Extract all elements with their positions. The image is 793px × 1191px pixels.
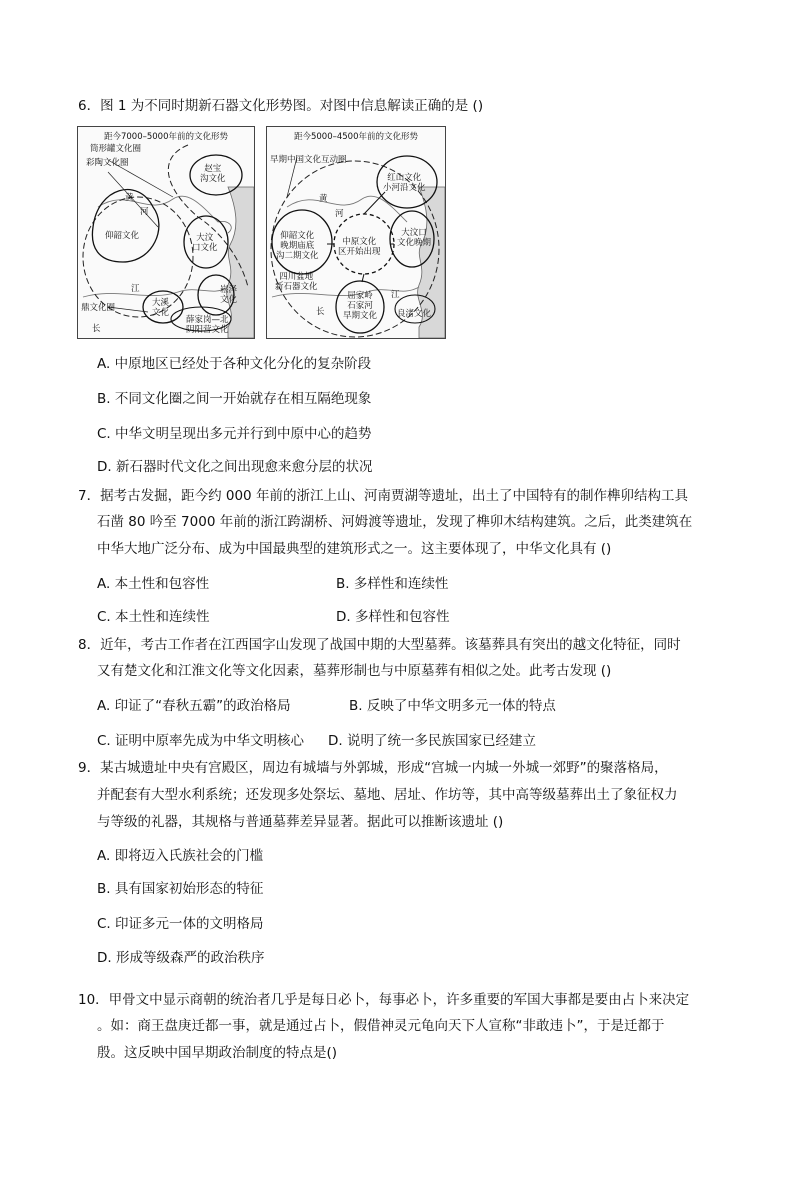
q9-option-b: B. 具有国家初始形态的特征 — [97, 881, 264, 897]
q8-stem-line1: 8．近年，考古工作者在江西国字山发现了战国中期的大型墓葬。该墓葬具有突出的越文化特征，同时 — [78, 637, 681, 653]
q6-option-b: B. 不同文化圈之间一开始就存在相互隔绝现象 — [97, 391, 372, 407]
map-left — [77, 126, 255, 339]
label-yangshao-late: 仰韶文化 晚期庙底 沟二期文化 — [276, 231, 319, 261]
label-he: 河 — [140, 207, 149, 217]
label-xuejia: 薛家岗—北 阴阳营文化 — [186, 315, 229, 335]
label-daxi: 大溪 文化 — [152, 298, 170, 318]
q7-option-b: B. 多样性和连续性 — [336, 576, 449, 592]
q7-option-a: A. 本土性和包容性 — [97, 576, 210, 592]
label-jiang: 江 — [131, 284, 140, 294]
label-tongxing: 筒形罐文化圈 — [90, 144, 142, 154]
label-he2: 河 — [335, 209, 344, 219]
label-zaoqi: 早期中国文化互动圈 — [270, 155, 347, 165]
q6-option-c: C. 中华文明呈现出多元并行到中原中心的趋势 — [97, 426, 372, 442]
q9-stem-line1: 9．某古城遗址中央有宫殿区，周边有城墙与外郭城，形成“宫城一内城一外城一郊野”的聚落格局， — [78, 760, 668, 776]
q10-stem-line1: 10．甲骨文中显示商朝的统治者几乎是每日必卜，每事必卜，许多重要的军国大事都是要由占卜来决定 — [78, 992, 690, 1008]
q10-stem-line2: 。如：商王盘庚迁都一事，就是通过占卜，假借神灵元龟向天下人宣称“非敢违卜”，于是迁都于 — [97, 1018, 665, 1034]
label-songze: 崧泽 文化 — [220, 285, 238, 305]
label-dingxing: 鼎文化圈 — [81, 303, 116, 313]
label-liangzhu: 良渚文化 — [397, 309, 432, 319]
q8-option-d: D. 说明了统一多民族国家已经建立 — [328, 733, 536, 749]
label-chang2: 长 — [316, 307, 325, 317]
label-dawenkou-late: 大汶口 文化晚期 — [397, 228, 432, 248]
label-qujialing: 屈家岭 石家河 早期文化 — [343, 291, 378, 321]
q7-option-c: C. 本土性和连续性 — [97, 609, 210, 625]
q9-option-d: D. 形成等级森严的政治秩序 — [97, 950, 265, 966]
label-sichuan: 四川盆地 新石器文化 — [275, 272, 318, 292]
q6-option-a: A. 中原地区已经处于各种文化分化的复杂阶段 — [97, 356, 372, 372]
q9-option-a: A. 即将迈入氏族社会的门槛 — [97, 848, 264, 864]
q9-stem-line2: 并配套有大型水利系统；还发现多处祭坛、墓地、居址、作坊等，其中高等级墓葬出土了象征权力 — [97, 787, 678, 803]
q9-stem-line3: 与等级的礼器，其规格与普通墓葬差异显著。据此可以推断该遗址 () — [97, 814, 504, 830]
q7-stem-line1: 7．据考古发掘，距今约 000 年前的浙江上山、河南贾湖等遗址，出土了中国特有的制作榫卯结构工具 — [78, 488, 688, 504]
q10-stem-line3: 殷。这反映中国早期政治制度的特点是() — [97, 1045, 338, 1061]
map-right-title: 距今5000–4500年前的文化形势 — [293, 132, 418, 142]
label-huang: 黄 — [125, 193, 134, 203]
label-yangshao: 仰韶文化 — [105, 231, 140, 241]
label-zhongyuan: 中原文化 区开始出现 — [338, 237, 381, 257]
q7-stem-line2: 石凿 80 吟至 7000 年前的浙江跨湖桥、河姆渡等遗址，发现了榫卯木结构建筑。之后，此类建筑在 — [97, 514, 693, 530]
label-huang2: 黄 — [319, 194, 328, 204]
map-left-title: 距今7000–5000年前的文化形势 — [103, 132, 228, 142]
label-dawenkou: 大汶 口文化 — [192, 233, 218, 253]
q6-stem: 6．图 1 为不同时期新石器文化形势图。对图中信息解读正确的是 () — [78, 98, 484, 114]
q7-stem-line3: 中华大地广泛分布、成为中国最典型的建筑形式之一。这主要体现了，中华文化具有 () — [97, 541, 612, 557]
q8-option-b: B. 反映了中华文明多元一体的特点 — [349, 698, 556, 714]
label-chang: 长 — [92, 324, 101, 334]
q8-option-a: A. 印证了“春秋五霸”的政治格局 — [97, 698, 291, 714]
label-caitao: 彩陶文化圈 — [86, 158, 129, 168]
map-right — [266, 126, 446, 339]
label-zhaobao: 赵宝 沟文化 — [200, 164, 226, 184]
label-jiang2: 江 — [391, 290, 400, 300]
label-hongshan: 红山文化 小河沿文化 — [383, 173, 426, 193]
q8-option-c: C. 证明中原率先成为中华文明核心 — [97, 733, 305, 749]
q7-option-d: D. 多样性和包容性 — [336, 609, 450, 625]
q8-stem-line2: 又有楚文化和江淮文化等文化因素，墓葬形制也与中原墓葬有相似之处。此考古发现 () — [97, 663, 612, 679]
q9-option-c: C. 印证多元一体的文明格局 — [97, 916, 264, 932]
q6-option-d: D. 新石器时代文化之间出现愈来愈分层的状况 — [97, 459, 373, 475]
